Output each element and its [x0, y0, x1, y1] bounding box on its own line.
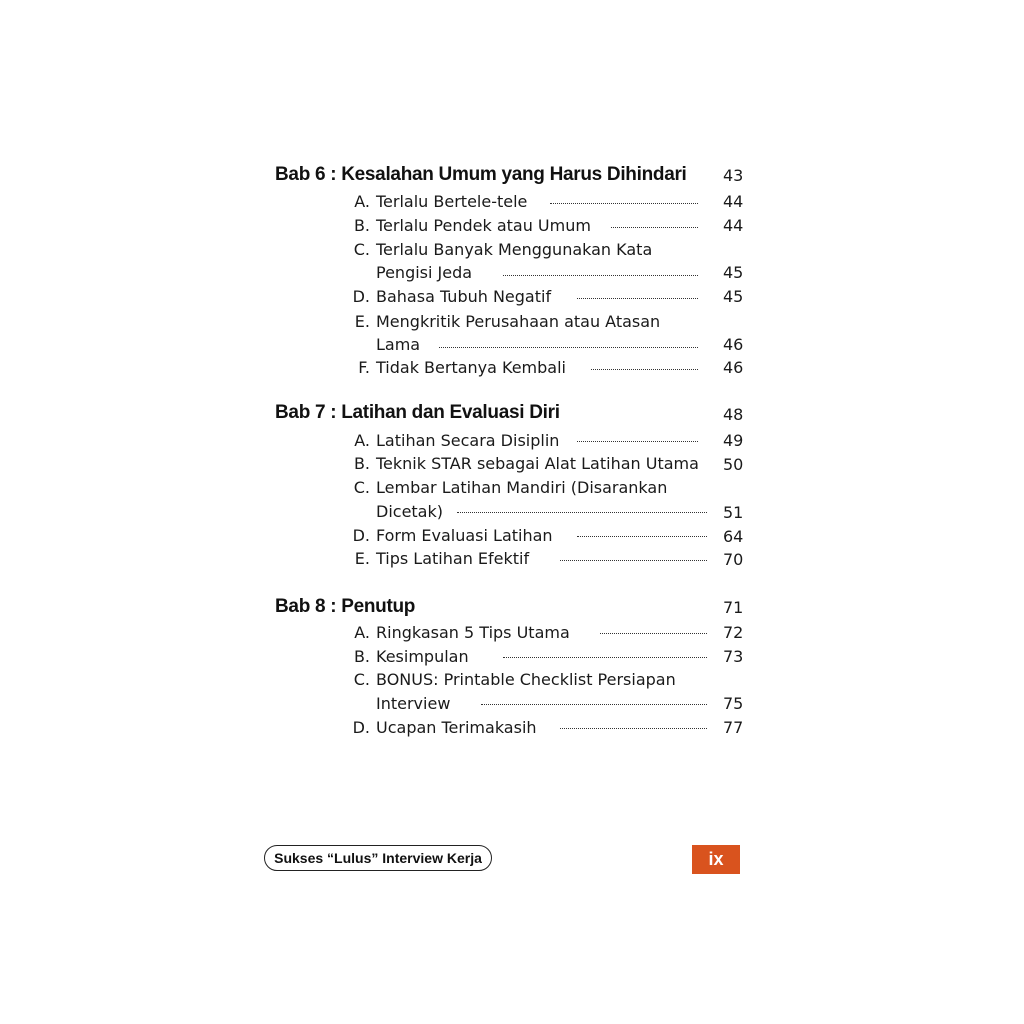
item-letter: E. — [354, 549, 370, 568]
item-text: Ucapan Terimakasih — [376, 718, 537, 737]
item-letter: F. — [358, 358, 370, 377]
item-page-number: 51 — [723, 503, 744, 522]
dot-leader — [503, 657, 707, 658]
item-letter: C. — [353, 240, 370, 259]
dot-leader — [577, 298, 698, 299]
item-text-continued: Dicetak) — [376, 502, 443, 521]
item-letter: A. — [354, 623, 370, 642]
dot-leader — [560, 728, 707, 729]
item-letter: D. — [352, 287, 370, 306]
item-text-continued: Interview — [376, 694, 451, 713]
chapter-title: Bab 6 : Kesalahan Umum yang Harus Dihindari — [275, 164, 687, 185]
dot-leader — [481, 704, 707, 705]
item-page-number: 72 — [723, 623, 744, 642]
dot-leader — [611, 227, 698, 228]
chapter-page-number: 48 — [723, 405, 744, 424]
item-text-continued: Lama — [376, 335, 421, 354]
item-letter: A. — [354, 431, 370, 450]
item-text: Latihan Secara Disiplin — [376, 431, 560, 450]
dot-leader — [503, 275, 698, 276]
item-text: Kesimpulan — [376, 647, 469, 666]
item-letter: D. — [352, 718, 370, 737]
item-letter: B. — [353, 647, 370, 666]
item-page-number: 46 — [723, 335, 744, 354]
item-page-number: 75 — [723, 694, 744, 713]
item-page-number: 44 — [723, 192, 744, 211]
item-text: Teknik STAR sebagai Alat Latihan Utama — [376, 454, 699, 473]
item-text: Terlalu Pendek atau Umum — [376, 216, 591, 235]
dot-leader — [439, 347, 698, 348]
item-letter: B. — [353, 216, 370, 235]
chapter-page-number: 43 — [723, 166, 744, 185]
item-text: Mengkritik Perusahaan atau Atasan — [376, 312, 661, 331]
item-text: Terlalu Bertele-tele — [376, 192, 528, 211]
page-number-badge: ix — [692, 845, 740, 874]
chapter-title: Bab 7 : Latihan dan Evaluasi Diri — [275, 402, 560, 423]
dot-leader — [550, 203, 698, 204]
dot-leader — [591, 369, 698, 370]
item-text: Bahasa Tubuh Negatif — [376, 287, 552, 306]
chapter-page-number: 71 — [723, 598, 744, 617]
item-text: Lembar Latihan Mandiri (Disarankan — [376, 478, 668, 497]
item-text: Terlalu Banyak Menggunakan Kata — [376, 240, 653, 259]
item-page-number: 50 — [723, 455, 744, 474]
dot-leader — [457, 512, 707, 513]
item-text-continued: Pengisi Jeda — [376, 263, 473, 282]
dot-leader — [577, 536, 707, 537]
item-text: Tips Latihan Efektif — [376, 549, 530, 568]
item-page-number: 45 — [723, 287, 744, 306]
item-page-number: 44 — [723, 216, 744, 235]
item-letter: B. — [353, 454, 370, 473]
item-text: Ringkasan 5 Tips Utama — [376, 623, 570, 642]
item-letter: A. — [354, 192, 370, 211]
item-page-number: 46 — [723, 358, 744, 377]
item-page-number: 73 — [723, 647, 744, 666]
dot-leader — [600, 633, 707, 634]
item-letter: C. — [353, 670, 370, 689]
item-text: BONUS: Printable Checklist Persiapan — [376, 670, 676, 689]
chapter-title: Bab 8 : Penutup — [275, 596, 416, 617]
item-page-number: 70 — [723, 550, 744, 569]
item-letter: C. — [353, 478, 370, 497]
item-page-number: 49 — [723, 431, 744, 450]
item-page-number: 45 — [723, 263, 744, 282]
item-page-number: 77 — [723, 718, 744, 737]
item-text: Tidak Bertanya Kembali — [376, 358, 566, 377]
item-letter: E. — [354, 312, 370, 331]
item-page-number: 64 — [723, 527, 744, 546]
book-title-badge: Sukses “Lulus” Interview Kerja — [264, 845, 492, 871]
item-letter: D. — [352, 526, 370, 545]
dot-leader — [560, 560, 707, 561]
dot-leader — [577, 441, 698, 442]
item-text: Form Evaluasi Latihan — [376, 526, 553, 545]
